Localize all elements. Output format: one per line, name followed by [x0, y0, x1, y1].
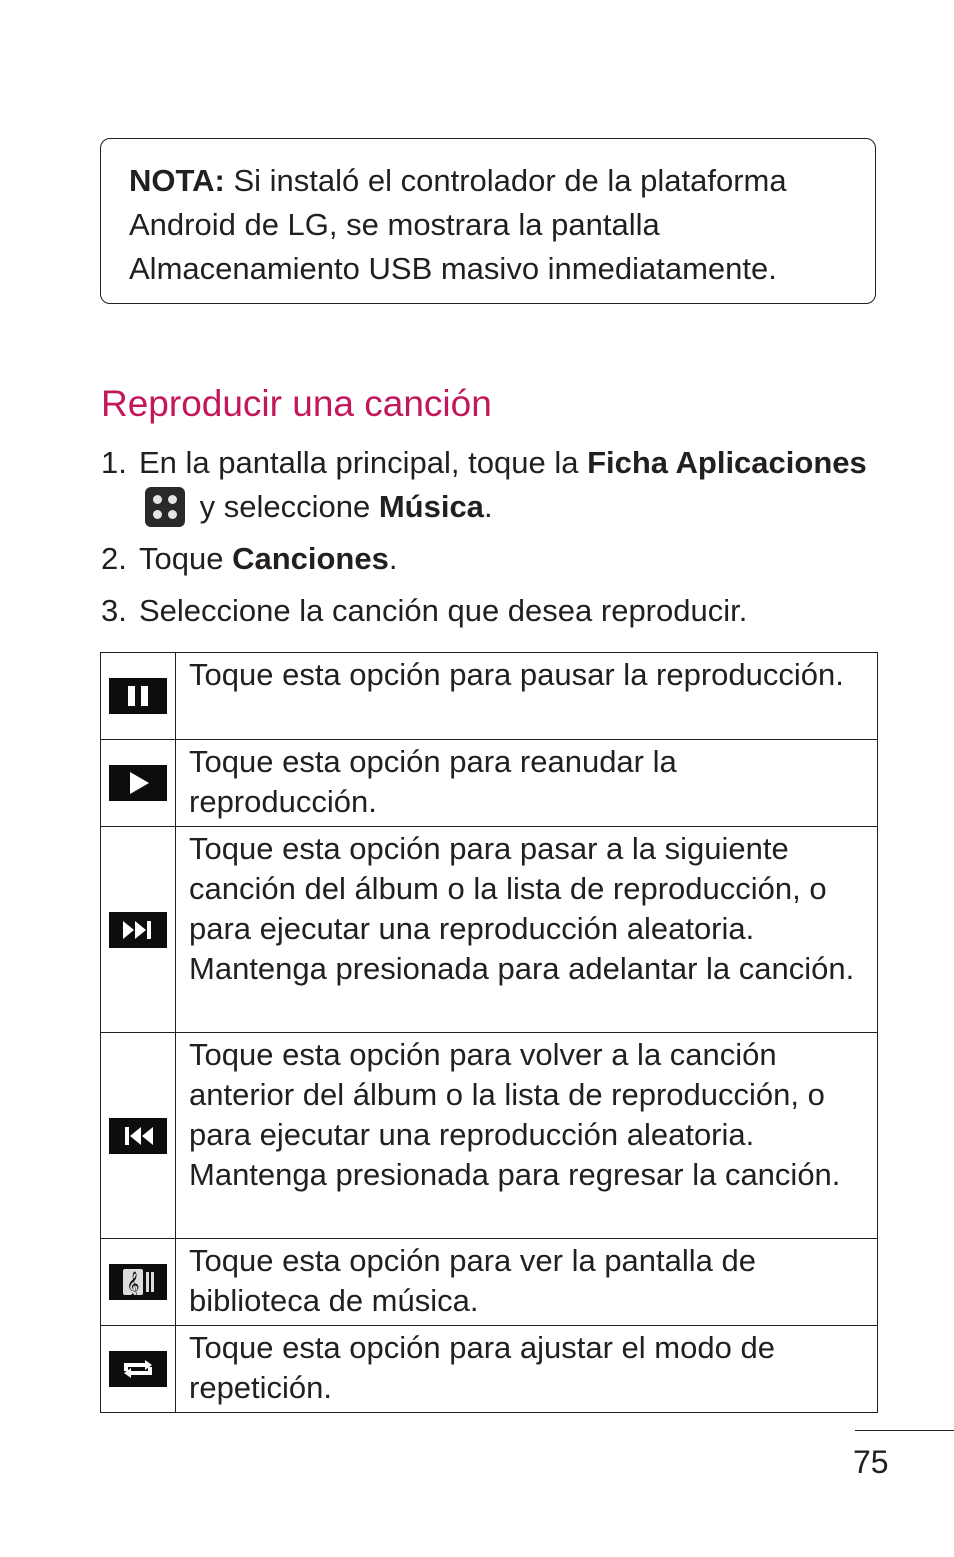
icon-cell — [101, 653, 176, 740]
step-text-part: . — [388, 541, 398, 576]
step-text-part: y seleccione — [191, 489, 379, 524]
step-bold-canciones: Canciones — [232, 541, 389, 576]
svg-text:𝄞: 𝄞 — [126, 1272, 140, 1297]
icon-cell — [101, 1239, 176, 1326]
note-box — [100, 138, 876, 304]
step-number: 3. — [101, 593, 127, 628]
step-3 — [101, 589, 881, 633]
table-row — [101, 1239, 878, 1326]
step-2 — [101, 537, 881, 581]
step-text — [139, 589, 881, 633]
control-description: Toque esta opción para ver la pantalla de biblioteca de música. — [176, 1239, 878, 1326]
control-description: Toque esta opción para ajustar el modo de repetición. — [176, 1326, 878, 1413]
icon-cell — [101, 1326, 176, 1413]
note-label: NOTA: — [129, 163, 225, 198]
control-description: Toque esta opción para pasar a la siguiente canción del álbum o la lista de reproducción, o para ejecutar una reproducción aleatoria. Mantenga presionada para adelantar la canción. — [176, 827, 878, 1033]
control-description: Toque esta opción para reanudar la reproducción. — [176, 740, 878, 827]
step-number: 1. — [101, 445, 127, 480]
section-title: Reproducir una canción — [101, 383, 492, 424]
control-description: Toque esta opción para pausar la reproducción. — [176, 653, 878, 740]
pause-icon — [109, 678, 167, 714]
table-row — [101, 827, 878, 1033]
step-text-part: . — [483, 489, 493, 524]
table-row — [101, 1033, 878, 1239]
step-text-part: En la pantalla principal, toque la — [139, 445, 588, 480]
step-text — [139, 441, 881, 529]
repeat-icon — [109, 1351, 167, 1387]
previous-track-icon — [109, 1118, 167, 1154]
play-icon — [109, 765, 167, 801]
music-library-icon — [109, 1264, 167, 1300]
step-bold-ficha-aplicaciones: Ficha Aplicaciones — [587, 445, 867, 480]
table-row — [101, 1326, 878, 1413]
page-number: 75 — [853, 1444, 889, 1480]
step-bold-musica: Música — [378, 489, 484, 524]
table-row — [101, 653, 878, 740]
icon-cell — [101, 1033, 176, 1239]
next-track-icon — [109, 912, 167, 948]
step-text — [139, 537, 881, 581]
table-row — [101, 740, 878, 827]
note-text: Si instaló el controlador de la plataforma Android de LG, se mostrara la pantalla Almacenamiento USB masivo inmediatamente. — [129, 163, 787, 286]
step-1 — [101, 441, 881, 529]
control-description: Toque esta opción para volver a la canción anterior del álbum o la lista de reproducción, o para ejecutar una reproducción aleatoria. Mantenga presionada para regresar la canción. — [176, 1033, 878, 1239]
controls-table — [100, 652, 878, 1413]
step-number: 2. — [101, 541, 127, 576]
step-text-part: Seleccione la canción que desea reproducir. — [139, 593, 748, 628]
icon-cell — [101, 740, 176, 827]
step-text-part: Toque — [139, 541, 233, 576]
apps-grid-icon — [145, 487, 185, 527]
page-rule — [855, 1430, 954, 1431]
icon-cell — [101, 827, 176, 1033]
